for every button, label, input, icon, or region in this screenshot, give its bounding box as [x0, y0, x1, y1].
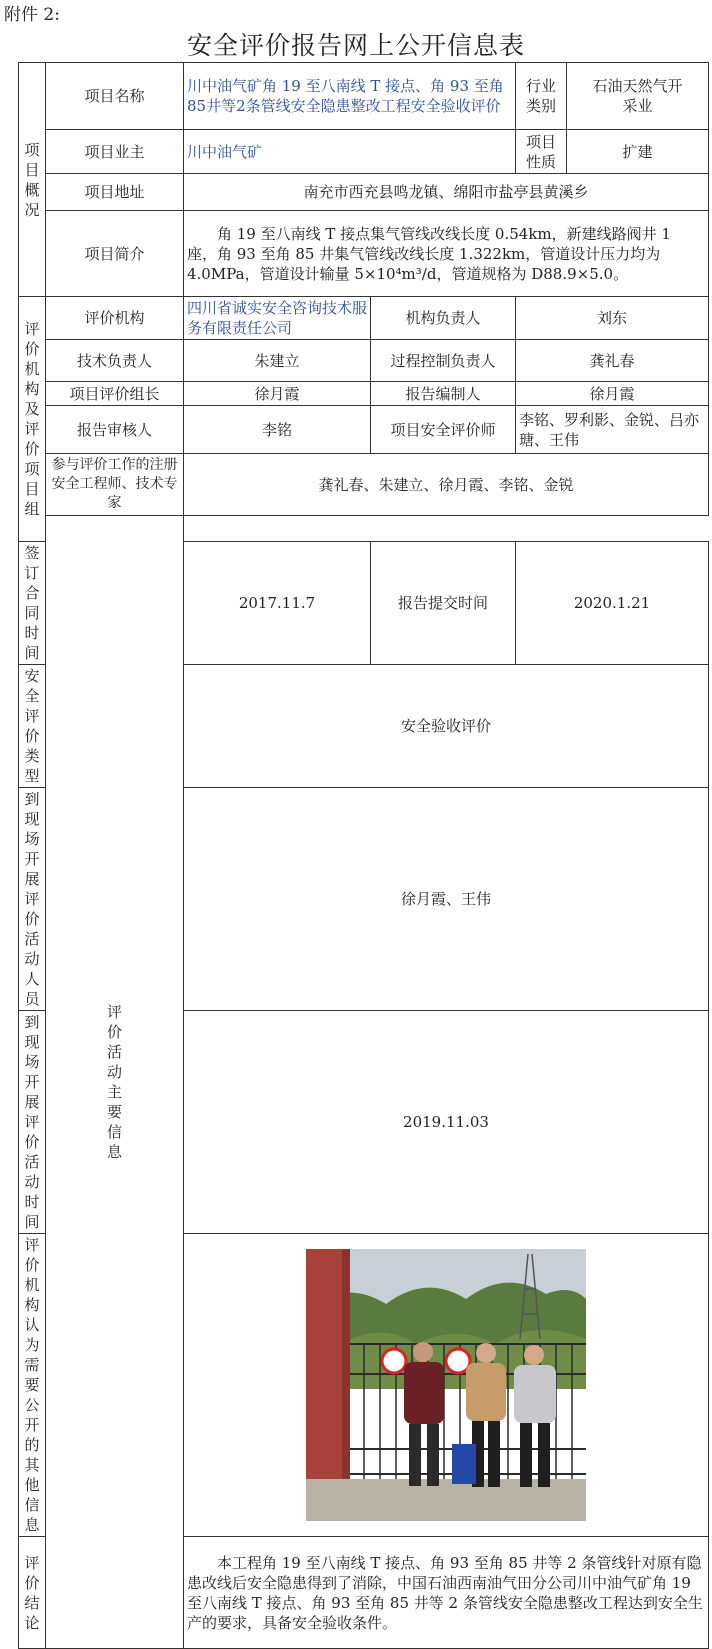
- industry-value: 石油天然气开采业: [592, 77, 683, 115]
- contract-time-label: 签订合同时间: [19, 542, 46, 665]
- org-head-label: 机构负责人: [371, 297, 516, 340]
- project-intro-label: 项目简介: [46, 211, 184, 297]
- project-address-value: 南充市西充县鸣龙镇、绵阳市盐亭县黄溪乡: [184, 174, 709, 211]
- report-writer-value: 徐月霞: [516, 382, 709, 406]
- submit-time-value: 2020.1.21: [516, 542, 709, 665]
- industry-label: [516, 63, 709, 130]
- project-address-label: 项目地址: [46, 174, 184, 211]
- project-nature-label: 项目性质: [516, 130, 567, 173]
- section-project-overview: 项目概况: [19, 63, 46, 297]
- site-staff-value: 徐月霞、王伟: [184, 788, 709, 1011]
- safety-evaluator-label: 项目安全评价师: [371, 406, 516, 454]
- process-head-label: 过程控制负责人: [371, 340, 516, 382]
- process-head-value: 龚礼春: [516, 340, 709, 382]
- conclusion-label: 评价结论: [19, 1537, 46, 1649]
- report-reviewer-value: 李铭: [184, 406, 371, 454]
- evaluation-type-label: 安全评价类型: [19, 665, 46, 788]
- industry-label-text: 行业类别: [516, 63, 567, 129]
- site-time-label: 到现场开展评价活动时间: [19, 1011, 46, 1234]
- project-name-value: 川中油气矿角 19 至八南线 T 接点、角 93 至角85井等2条管线安全隐患整改工程安全验收评价: [184, 63, 516, 130]
- page-title: 安全评价报告网上公开信息表: [186, 31, 525, 60]
- group-leader-label: 项目评价组长: [46, 382, 184, 406]
- submit-time-label: 报告提交时间: [371, 542, 516, 665]
- site-photo: [306, 1249, 586, 1521]
- conclusion-value: 本工程角 19 至八南线 T 接点、角 93 至角 85 井等 2 条管线针对原有隐患改线后安全隐患得到了消除，中国石油西南油气田分公司川中油气矿角 19 至八南线 T 接点、角 93 至角 85 井等 2 条管线安全隐患整改工程达到安全生产的要求，具备安全验收条件。: [184, 1537, 709, 1649]
- project-name-label: 项目名称: [46, 63, 184, 130]
- project-owner-value: 川中油气矿: [184, 130, 516, 174]
- report-reviewer-label: 报告审核人: [46, 406, 184, 454]
- tech-head-label: 技术负责人: [46, 340, 184, 382]
- tech-head-value: 朱建立: [184, 340, 371, 382]
- section-evaluation-org: 评价机构及评价项目组: [19, 297, 46, 542]
- info-table: [18, 62, 709, 1649]
- evaluation-type-value: 安全验收评价: [184, 665, 709, 788]
- group-leader-value: 徐月霞: [184, 382, 371, 406]
- project-nature-value: 扩建: [622, 142, 653, 161]
- section-evaluation-activity: 评价活动主要信息: [46, 516, 184, 1649]
- report-writer-label: 报告编制人: [371, 382, 516, 406]
- contract-time-value: 2017.11.7: [184, 542, 371, 665]
- project-intro-value: 角 19 至八南线 T 接点集气管线改线长度 0.54km，新建线路阀井 1 座，角 93 至角 85 井集气管线改线长度 1.322km，管道设计压力均为 4.0MPa，管道设计输量 5×10⁴m³/d，管道规格为 D88.9×5.0。: [184, 211, 709, 297]
- attachment-label: 附件 2:: [4, 5, 60, 25]
- other-info-label: 评价机构认为需要公开的其他信息: [19, 1234, 46, 1537]
- experts-label: 参与评价工作的注册安全工程师、技术专家: [46, 454, 184, 516]
- safety-evaluator-value: 李铭、罗利影、金锐、吕亦瑭、王伟: [516, 406, 709, 454]
- project-nature-cell: [516, 130, 709, 174]
- org-value: 四川省诚实安全咨询技术服务有限责任公司: [184, 297, 371, 340]
- project-owner-label: 项目业主: [46, 130, 184, 174]
- org-head-value: 刘东: [516, 297, 709, 340]
- site-staff-label: 到现场开展评价活动人员: [19, 788, 46, 1011]
- site-time-value: 2019.11.03: [184, 1011, 709, 1234]
- org-label: 评价机构: [46, 297, 184, 340]
- experts-value: 龚礼春、朱建立、徐月霞、李铭、金锐: [184, 454, 709, 516]
- site-photo-cell: [184, 1234, 709, 1537]
